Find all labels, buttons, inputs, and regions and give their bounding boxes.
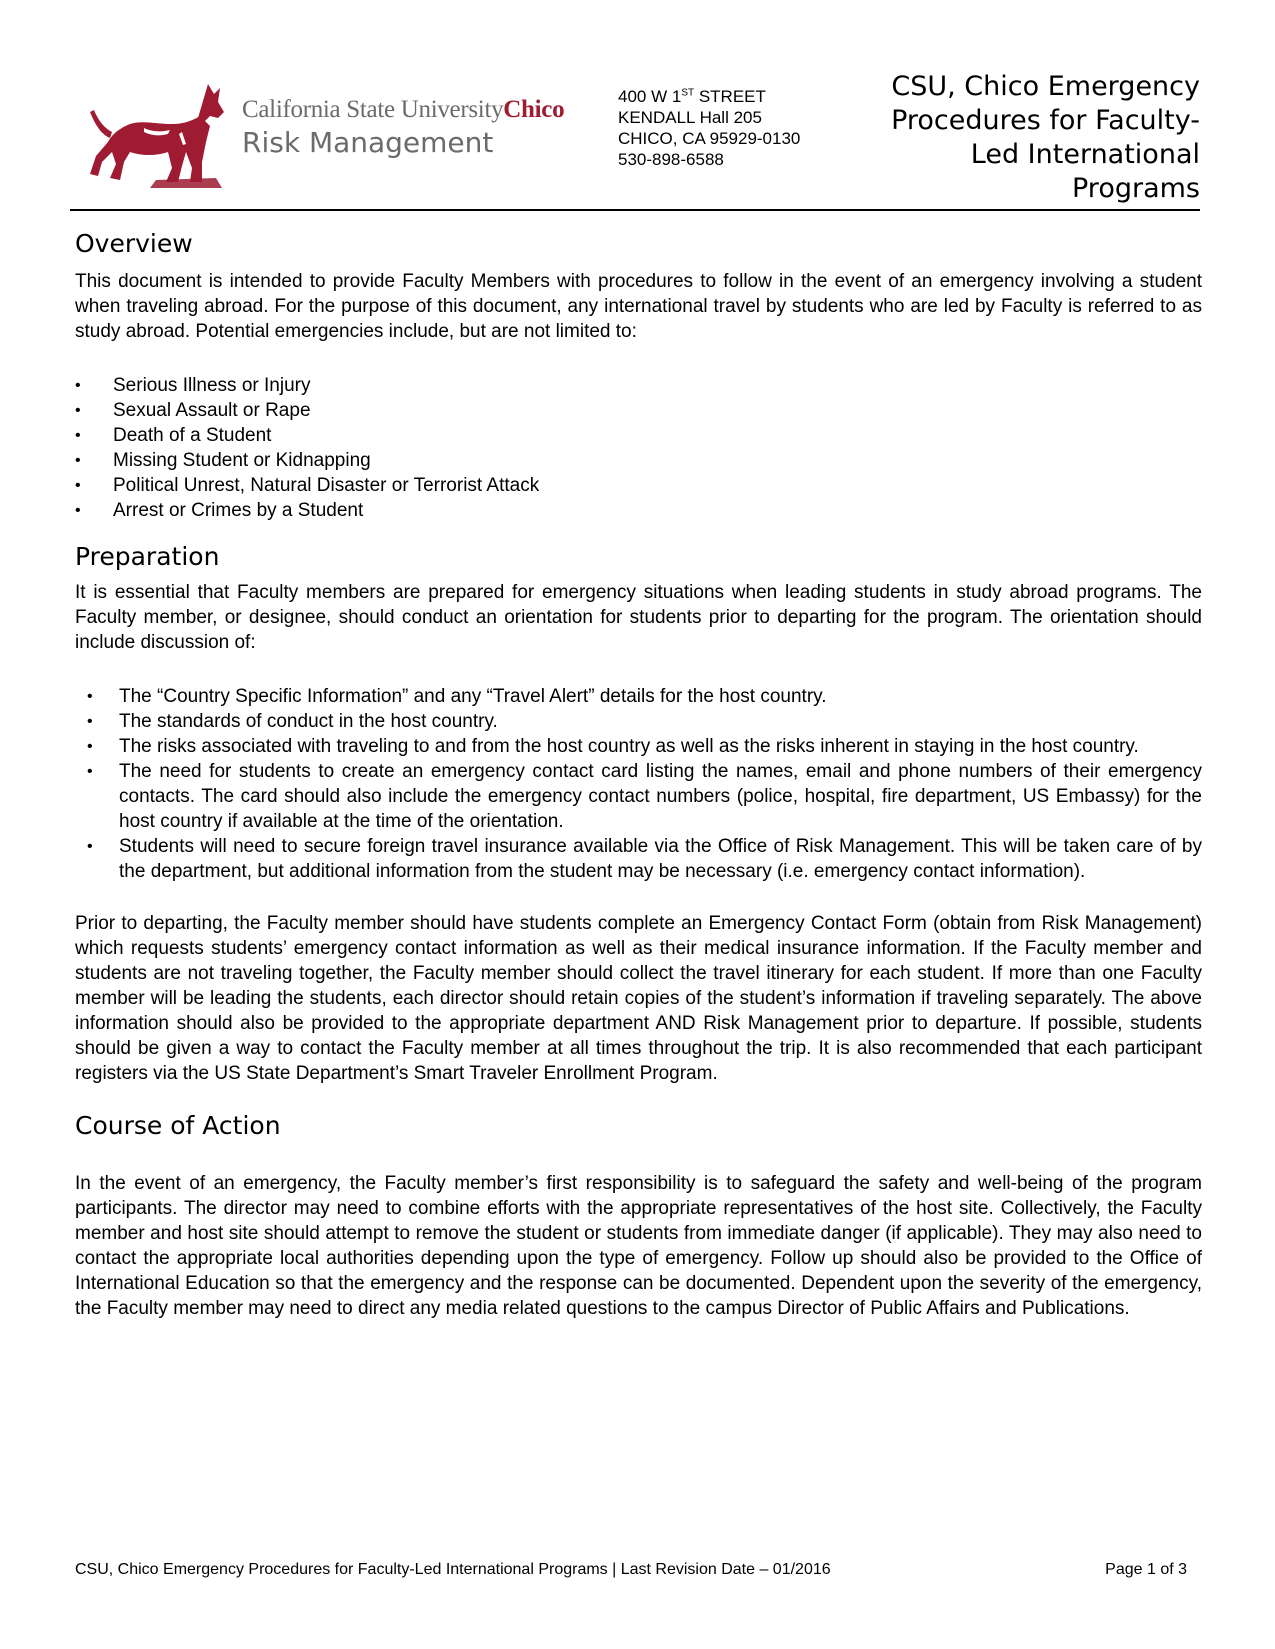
preparation-intro: It is essential that Faculty members are prepared for emergency situations when leading students in study abroad programs. The Faculty member, or designee, should conduct an orientation for students prior to departing for the program. The orientation should include discussion of: — [75, 582, 1202, 653]
list-item-text: Sexual Assault or Rape — [113, 400, 311, 421]
address-line-1-prefix: 400 W 1 — [618, 87, 682, 106]
orientation-topics-list — [75, 684, 1202, 884]
preparation-section — [75, 541, 1202, 1086]
overview-paragraph: This document is intended to provide Faculty Members with procedures to follow in the event of an emergency involving a student when traveling abroad. For the purpose of this document, any international travel by students who are led by Faculty is referred to as study abroad. Potential emergencies include, but are not limited to: — [75, 271, 1202, 342]
list-item-text: Arrest or Crimes by a Student — [113, 500, 364, 521]
address-line-3: CHICO, CA 95929-0130 — [618, 129, 801, 148]
footer-revision-text: CSU, Chico Emergency Procedures for Faculty-Led International Programs | Last Revision Date – 01/2016 — [75, 1561, 831, 1578]
address-line-1-superscript: ST — [681, 87, 695, 99]
list-item-text: Missing Student or Kidnapping — [113, 450, 371, 471]
overview-section — [75, 228, 1202, 523]
bullet-icon: • — [87, 763, 93, 780]
list-item — [75, 423, 1202, 448]
address-line-2: KENDALL Hall 205 — [618, 108, 762, 127]
bullet-icon: • — [75, 427, 81, 444]
bullet-icon: • — [87, 688, 93, 705]
department-name: Risk Management — [242, 126, 494, 159]
document-title-line: CSU, Chico Emergency — [891, 71, 1200, 102]
bullet-icon: • — [87, 713, 93, 730]
list-item — [75, 448, 1202, 473]
course-of-action-paragraph: In the event of an emergency, the Faculty member’s first responsibility is to safeguard the safety and well-being of the program participants. The director may need to combine efforts with the appropriate representatives of the host site. Collectively, the Faculty member and host site should attempt to remove the student or students from immediate danger (if applicable). They may also need to contact the appropriate local authorities depending upon the type of emergency. Follow up should also be provided to the Office of International Education so that the emergency and the response can be documented. Dependent upon the severity of the emergency, the Faculty member may need to direct any media related questions to the campus Director of Public Affairs and Publications. — [75, 1173, 1202, 1319]
university-name-accent: Chico — [503, 96, 565, 123]
course-of-action-section — [75, 1110, 1202, 1321]
list-item — [75, 498, 1202, 523]
list-item-text: Political Unrest, Natural Disaster or Terrorist Attack — [113, 475, 540, 496]
emergency-types-list — [75, 373, 1202, 523]
university-name-text: California State University — [242, 96, 504, 123]
page-number: Page 1 of 3 — [1105, 1561, 1187, 1578]
list-item-text: The standards of conduct in the host country. — [119, 711, 498, 732]
list-item-text: The need for students to create an emergency contact card listing the names, email and phone numbers of their emergency contacts. The card should also include the emergency contact numbers (police, hospital, fire department, US Embassy) for the host country if available at the time of the orientation. — [119, 761, 1202, 832]
list-item-text: The “Country Specific Information” and any “Travel Alert” details for the host country. — [119, 686, 827, 707]
document-title — [840, 70, 1200, 206]
list-item — [75, 759, 1202, 834]
preparation-closing-paragraph: Prior to departing, the Faculty member should have students complete an Emergency Contact Form (obtain from Risk Management) which requests students’ emergency contact information as well as their medical insurance information. If the Faculty member and students are not traveling together, the Faculty member should collect the travel itinerary for each student. If more than one Faculty member will be leading the students, each director should retain copies of the student’s information if traveling separately. The above information should also be provided to the appropriate department AND Risk Management prior to departure. If possible, students should be given a way to contact the Faculty member at all times throughout the trip. It is also recommended that each participant registers via the US State Department’s Smart Traveler Enrollment Program. — [75, 913, 1202, 1084]
bullet-icon: • — [75, 402, 81, 419]
list-item-text: Death of a Student — [113, 425, 272, 446]
list-item — [75, 734, 1202, 759]
page-header — [0, 0, 1275, 212]
bullet-icon: • — [87, 838, 93, 855]
bullet-icon: • — [75, 377, 81, 394]
list-item — [75, 373, 1202, 398]
document-title-line: Led International — [970, 139, 1200, 170]
bullet-icon: • — [87, 738, 93, 755]
bullet-icon: • — [75, 502, 81, 519]
list-item — [75, 398, 1202, 423]
list-item — [75, 834, 1202, 884]
bullet-icon: • — [75, 477, 81, 494]
overview-heading: Overview — [75, 229, 193, 258]
list-item-text: Serious Illness or Injury — [113, 375, 311, 396]
document-title-line: Procedures for Faculty- — [891, 105, 1200, 136]
wildcat-logo-icon — [86, 82, 226, 190]
header-divider — [70, 209, 1200, 211]
preparation-heading: Preparation — [75, 542, 220, 571]
address-line-1-suffix: STREET — [694, 87, 766, 106]
address-line-1 — [618, 86, 800, 107]
course-of-action-heading: Course of Action — [75, 1111, 281, 1140]
list-item — [75, 684, 1202, 709]
list-item-text: The risks associated with traveling to and from the host country as well as the risks inherent in staying in the host country. — [119, 736, 1139, 757]
address-phone: 530-898-6588 — [618, 150, 724, 169]
address-block — [618, 86, 800, 170]
list-item — [75, 709, 1202, 734]
list-item-text: Students will need to secure foreign travel insurance available via the Office of Risk Management. This will be taken care of by the department, but additional information from the student may be necessary (i.e. emergency contact information). — [119, 836, 1202, 882]
list-item — [75, 473, 1202, 498]
university-name — [242, 96, 564, 124]
bullet-icon: • — [75, 452, 81, 469]
document-body — [75, 228, 1202, 1321]
document-title-line: Programs — [1072, 173, 1200, 204]
